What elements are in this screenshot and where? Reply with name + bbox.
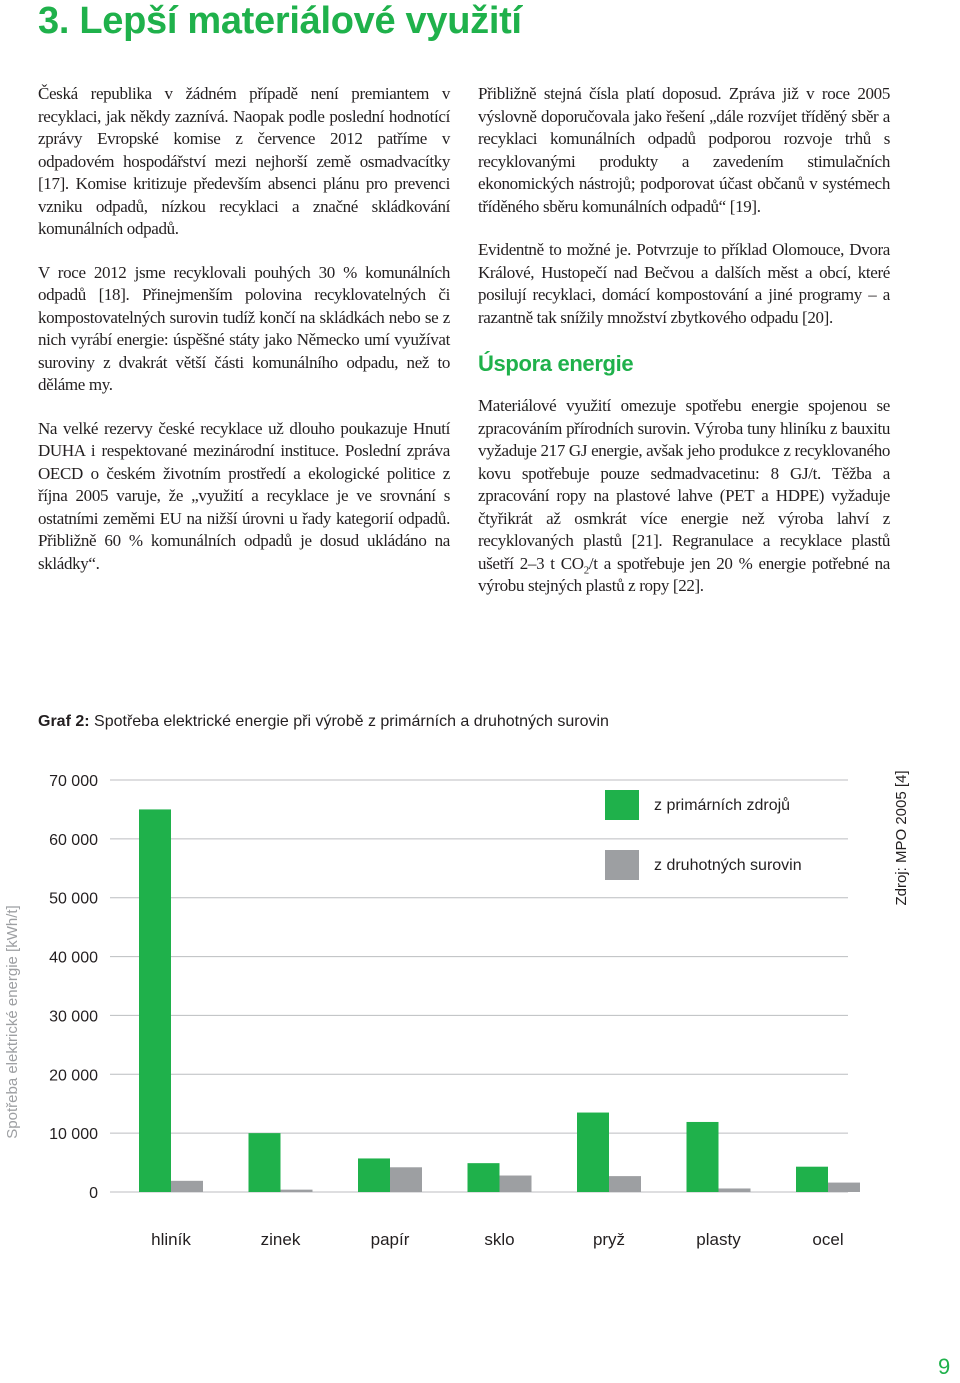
- bar: [390, 1167, 422, 1192]
- bar: [500, 1176, 532, 1192]
- co2-subscript: 2: [583, 563, 589, 576]
- y-tick-label: 40 000: [49, 949, 98, 967]
- left-column: [38, 83, 450, 596]
- x-category-label: ocel: [812, 1230, 844, 1249]
- legend-label: z primárních zdrojů: [654, 797, 791, 814]
- right-paragraph-3-text: Materiálové využití omezuje spotřebu energie spojenou se zpracováním přírodních surovin. Výroba tuny hliníku z bauxitu vyžaduje 217 GJ energie, avšak jeho produkce z recyklovaného kovu spotřebuje pouze sedmadvacetinu: 8 GJ/t. Těžba a zpracování ropy na plastové lahve (PET a HDPE) vyžaduje čtyřikrát až osmkrát více energie než výroba lahví z recyklovaných plastů [21]. Regranulace a recyklace plastů ušetří 2–3 t CO: [478, 396, 890, 573]
- legend-label: z druhotných surovin: [654, 857, 802, 874]
- bar: [577, 1113, 609, 1192]
- x-category-label: zinek: [260, 1230, 301, 1249]
- bar: [828, 1183, 860, 1192]
- x-category-label: pryž: [592, 1230, 626, 1249]
- chart-source: Zdroj: MPO 2005 [4]: [893, 770, 910, 906]
- page-number: 9: [938, 1354, 951, 1379]
- right-paragraph-1: Přibližně stejná čísla platí doposud. Zpráva již v roce 2005 výslovně doporučovala jako řešení „dále rozvíjet tříděný sběr a recyklaci komunálních odpadů podporou rozvoje trhů s recyklovanými produkty a zavedením stimulačních ekonomických nástrojů; podporovat účast občanů v systémech tříděného sběru komunálních odpadů“ [19].: [478, 84, 890, 216]
- left-paragraph-1: Česká republika v žádném případě není premiantem v recyklaci, jak někdy zaznívá. Naopak podle poslední hodnotící zprávy Evropské komise z července 2012 patříme v odpadovém hospodářství mezi nejhorší země osmadvacítky [17]. Komise kritizuje především absenci plánu pro prevenci vzniku odpadů, nízkou recyklaci a značné skládkování komunálních odpadů.: [38, 84, 450, 238]
- y-tick-label: 30 000: [49, 1008, 98, 1026]
- section-title: 3. Lepší materiálové využití: [38, 0, 522, 42]
- left-paragraph-3: Na velké rezervy české recyklace už dlouho poukazuje Hnutí DUHA i respektované mezinárodní instituce. Poslední zpráva OECD o českém životním prostředí a ekologické politice z října 2005 varuje, že „využití a recyklace je ve srovnání s ostatními zeměmi EU na nižší úrovni u řady kategorií odpadů. Přibližně 60 % komunálních odpadů je dosud ukládáno na skládky“.: [38, 418, 450, 573]
- right-paragraph-2: Evidentně to možné je. Potvrzuje to příklad Olomouce, Dvora Králové, Hustopečí nad Bečvou a dalších měst a obcí, které posilují recyklaci, domácí kompostování a jiné programy – a razantně tak snížily množství zbytkového odpadu [20].: [478, 240, 890, 327]
- y-tick-label: 70 000: [49, 773, 98, 790]
- bar: [796, 1167, 828, 1192]
- x-category-label: papír: [370, 1230, 410, 1249]
- chart-caption-label: Graf 2:: [38, 713, 90, 730]
- left-paragraph-2: V roce 2012 jsme recyklovali pouhých 30 % komunálních odpadů [18]. Přinejmenším polovina recyklovatelných či kompostovatelných surovin tudíž končí na skládkách nebo se z nich vyrábí energie: úspěšné státy jako Německo umí využívat suroviny z dvakrát větší části komunálního odpadu, než to děláme my.: [38, 262, 450, 394]
- bar: [139, 809, 171, 1192]
- bar: [249, 1133, 281, 1192]
- right-paragraph-3: [478, 395, 890, 598]
- bar: [687, 1122, 719, 1192]
- legend-swatch: [605, 850, 639, 880]
- right-paragraph-3-text-end: /t a spotřebuje jen 20 % energie potřebné na výrobu stejných plastů z ropy [22].: [478, 553, 890, 595]
- chart-caption-text: Spotřeba elektrické energie při výrobě z primárních a druhotných surovin: [89, 713, 609, 730]
- right-column: [478, 83, 890, 619]
- subheading-energy-savings: Úspora energie: [478, 351, 634, 376]
- x-category-label: hliník: [151, 1230, 191, 1249]
- x-category-label: sklo: [484, 1230, 515, 1249]
- bar: [609, 1176, 641, 1192]
- y-tick-label: 60 000: [49, 831, 98, 849]
- bar: [719, 1188, 751, 1192]
- y-tick-label: 10 000: [49, 1126, 98, 1144]
- y-tick-label: 0: [89, 1185, 98, 1202]
- legend-swatch: [605, 790, 639, 820]
- y-tick-label: 50 000: [49, 890, 98, 908]
- y-tick-label: 20 000: [49, 1067, 98, 1085]
- y-axis-title: Spotřeba elektrické energie [kWh/t]: [4, 905, 21, 1139]
- chart-caption: [38, 710, 609, 734]
- bar: [171, 1181, 203, 1192]
- energy-consumption-bar-chart: [0, 740, 960, 1260]
- bar: [281, 1190, 313, 1192]
- bar: [468, 1163, 500, 1192]
- x-category-label: plasty: [696, 1230, 741, 1249]
- bar: [358, 1158, 390, 1192]
